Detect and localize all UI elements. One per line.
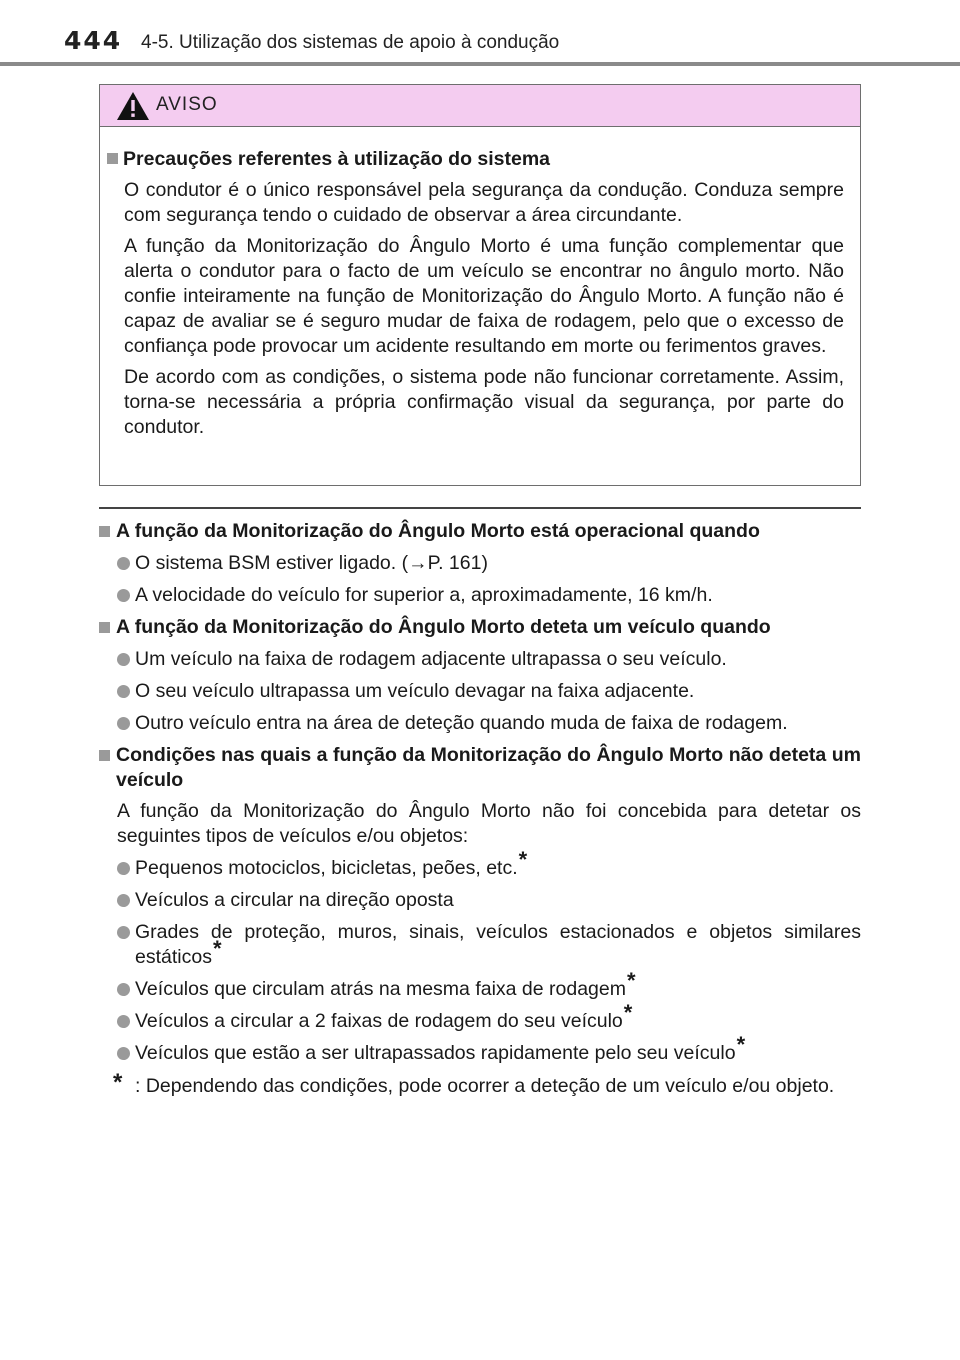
round-bullet-icon [117,653,130,666]
list-item: Outro veículo entra na área de deteção quando muda de faixa de rodagem. [99,711,861,736]
round-bullet-icon [117,557,130,570]
warning-triangle-icon [116,91,150,121]
warning-paragraph: A função da Monitorização do Ângulo Morto é uma função complementar que alerta o condutor para o facto de um veículo se encontrar no ângulo morto. Não confie inteiramente na função de Monitorização do Ângulo Morto. A função não é capaz de avaliar se é seguro mudar de faixa de rodagem, pelo que o excesso de confiança pode provocar um acidente resultando em morte ou ferimentos graves. [124,235,844,357]
warning-heading: Precauções referentes à utilização do sistema [107,147,844,172]
section-intro: A função da Monitorização do Ângulo Morto não foi concebida para detetar os seguintes tipos de veículos e/ou objetos: [117,800,861,847]
round-bullet-icon [117,926,130,939]
square-bullet-icon [99,622,110,633]
square-bullet-icon [107,153,118,164]
list-item: O sistema BSM estiver ligado. (→P. 161) [99,551,861,576]
list-item: Veículos a circular na direção oposta [99,888,861,913]
page-number: 444 [64,26,123,55]
footnote-star: * [518,847,528,872]
section-heading: Condições nas quais a função da Monitorização do Ângulo Morto não deteta um veículo [99,743,861,793]
round-bullet-icon [117,862,130,875]
warning-header [100,85,860,127]
footnote-star: * [623,1000,633,1025]
square-bullet-icon [99,526,110,537]
round-bullet-icon [117,717,130,730]
section-heading: A função da Monitorização do Ângulo Morto está operacional quando [99,519,861,544]
header-rule [0,62,960,66]
section-operational [99,519,861,608]
list-item: Pequenos motociclos, bicicletas, peões, etc.* [99,856,861,881]
footnote-star-mark: * [113,1069,123,1096]
list-item: Um veículo na faixa de rodagem adjacente ultrapassa o seu veículo. [99,647,861,672]
chapter-title: 4-5. Utilização dos sistemas de apoio à condução [141,32,560,53]
square-bullet-icon [99,750,110,761]
warning-box [99,84,861,486]
round-bullet-icon [117,1047,130,1060]
page-header [0,0,960,66]
list-item: Veículos que estão a ser ultrapassados rapidamente pelo seu veículo* [99,1041,861,1066]
round-bullet-icon [117,983,130,996]
footnote-star: * [736,1032,746,1057]
warning-paragraph: O condutor é o único responsável pela segurança da condução. Conduza sempre com segurança tendo o cuidado de observar a área circundante. [124,179,844,226]
main-content [99,512,861,1099]
section-heading: A função da Monitorização do Ângulo Morto deteta um veículo quando [99,615,861,640]
warning-paragraph: De acordo com as condições, o sistema pode não funcionar corretamente. Assim, torna-se necessária a própria confirmação visual da segurança, por parte do condutor. [124,366,844,438]
footnote-star: * [212,936,222,961]
warning-title: AVISO [156,94,218,115]
footnote-star: * [627,968,636,993]
warning-body [100,127,860,440]
round-bullet-icon [117,1015,130,1028]
list-item: Veículos que circulam atrás na mesma faixa de rodagem* [99,977,861,1002]
list-item: Veículos a circular a 2 faixas de rodagem do seu veículo* [99,1009,861,1034]
section-not-detected [99,743,861,1099]
footnote: * : Dependendo das condições, pode ocorrer a deteção de um veículo e/ou objeto. [113,1069,835,1097]
round-bullet-icon [117,685,130,698]
section-divider [99,507,861,509]
list-item: Grades de proteção, muros, sinais, veículos estacionados e objetos similares estáticos* [99,920,861,970]
round-bullet-icon [117,589,130,602]
round-bullet-icon [117,894,130,907]
list-item: A velocidade do veículo for superior a, aproximadamente, 16 km/h. [99,583,861,608]
list-item: O seu veículo ultrapassa um veículo devagar na faixa adjacente. [99,679,861,704]
section-detects [99,615,861,736]
